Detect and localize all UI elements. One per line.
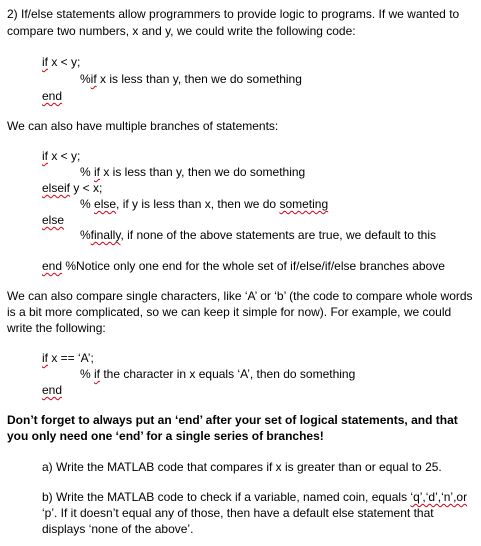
code2-end-keyword: end bbox=[42, 259, 63, 273]
code3-if-line bbox=[42, 350, 94, 366]
code3-comment-line bbox=[80, 366, 355, 382]
code2-if-condition: x < y; bbox=[48, 149, 81, 163]
note-line-2: you only need one ‘end’ for a single series of branches! bbox=[7, 429, 324, 443]
code1-if-keyword: if bbox=[42, 55, 48, 69]
code3-comment-keyword: if bbox=[94, 367, 101, 381]
code3-if-condition: x == ‘A’; bbox=[48, 351, 94, 365]
code2-elseif-keyword: elseif bbox=[42, 181, 71, 195]
code2-if-keyword: if bbox=[42, 149, 48, 163]
note-line-1: Don’t forget to always put an ‘end’ after your set of logical statements, and that bbox=[7, 413, 458, 427]
code2-comment-2-keyword: else bbox=[94, 197, 117, 211]
code2-comment-3-prefix: % bbox=[80, 228, 91, 242]
chars-intro-line-1: We can also compare single characters, like ‘A’ or ‘b’ (the code to compare whole words bbox=[7, 289, 473, 303]
code3-comment-prefix: % bbox=[80, 367, 95, 381]
question-b-text: b) Write the MATLAB code to check if a variable, named coin, equals bbox=[42, 490, 411, 504]
code2-else-line: else bbox=[42, 213, 65, 227]
code2-if-line bbox=[42, 148, 80, 164]
code2-end-note: %Notice only one end for the whole set of if/else/if/else branches above bbox=[62, 259, 445, 273]
code1-if-condition: x < y; bbox=[48, 55, 81, 69]
code1-comment-text: x is less than y, then we do something bbox=[96, 72, 302, 86]
code2-comment-2-text: , if y is less than x, then we do bbox=[116, 197, 280, 211]
code2-elseif-condition: y < x; bbox=[70, 181, 103, 195]
chars-intro-line-3: write the following: bbox=[7, 321, 106, 335]
code3-end-line: end bbox=[42, 383, 63, 397]
code3-if-keyword: if bbox=[42, 351, 48, 365]
question-b-line-2: ‘p’. If it doesn’t equal any of those, then have a default else statement that bbox=[42, 506, 434, 520]
question-b-line-3: displays ‘none of the above’. bbox=[42, 522, 194, 536]
code2-comment-1 bbox=[80, 164, 305, 180]
code2-comment-2-typo: someting bbox=[279, 197, 329, 211]
code2-end-line bbox=[42, 258, 445, 274]
code2-comment-2-prefix: % bbox=[80, 197, 95, 211]
code2-comment-3-text: , if none of the above statements are true, we default to this bbox=[120, 228, 436, 242]
code2-comment-3 bbox=[80, 227, 436, 243]
code2-comment-3-keyword: finally bbox=[90, 228, 121, 242]
multi-branches-intro: We can also have multiple branches of statements: bbox=[7, 119, 279, 133]
code2-comment-1-text: x is less than y, then we do something bbox=[100, 165, 306, 179]
code1-comment-keyword: if bbox=[90, 72, 97, 86]
code2-comment-1-prefix: % bbox=[80, 165, 95, 179]
question-b-coin-values: ‘q’,‘d’,‘n’,or bbox=[410, 490, 468, 504]
code1-end-line: end bbox=[42, 89, 63, 103]
code2-comment-1-keyword: if bbox=[94, 165, 101, 179]
intro-line-1: 2) If/else statements allow programmers to provide logic to programs. If we wanted to bbox=[7, 7, 460, 21]
intro-line-2: compare two numbers, x and y, we could write the following code: bbox=[7, 24, 356, 38]
code1-comment-prefix: % bbox=[80, 72, 91, 86]
code1-if-line bbox=[42, 54, 80, 70]
code2-comment-2 bbox=[80, 196, 328, 212]
question-b-line-1 bbox=[42, 489, 467, 505]
code1-comment-line bbox=[80, 71, 302, 87]
question-a: a) Write the MATLAB code that compares if x is greater than or equal to 25. bbox=[42, 460, 442, 474]
chars-intro-line-2: is a bit more complicated, so we can keep it simple for now). For example, we could bbox=[7, 305, 452, 319]
code2-elseif-line bbox=[42, 180, 102, 196]
code3-comment-text: the character in x equals ‘A’, then do something bbox=[100, 367, 356, 381]
